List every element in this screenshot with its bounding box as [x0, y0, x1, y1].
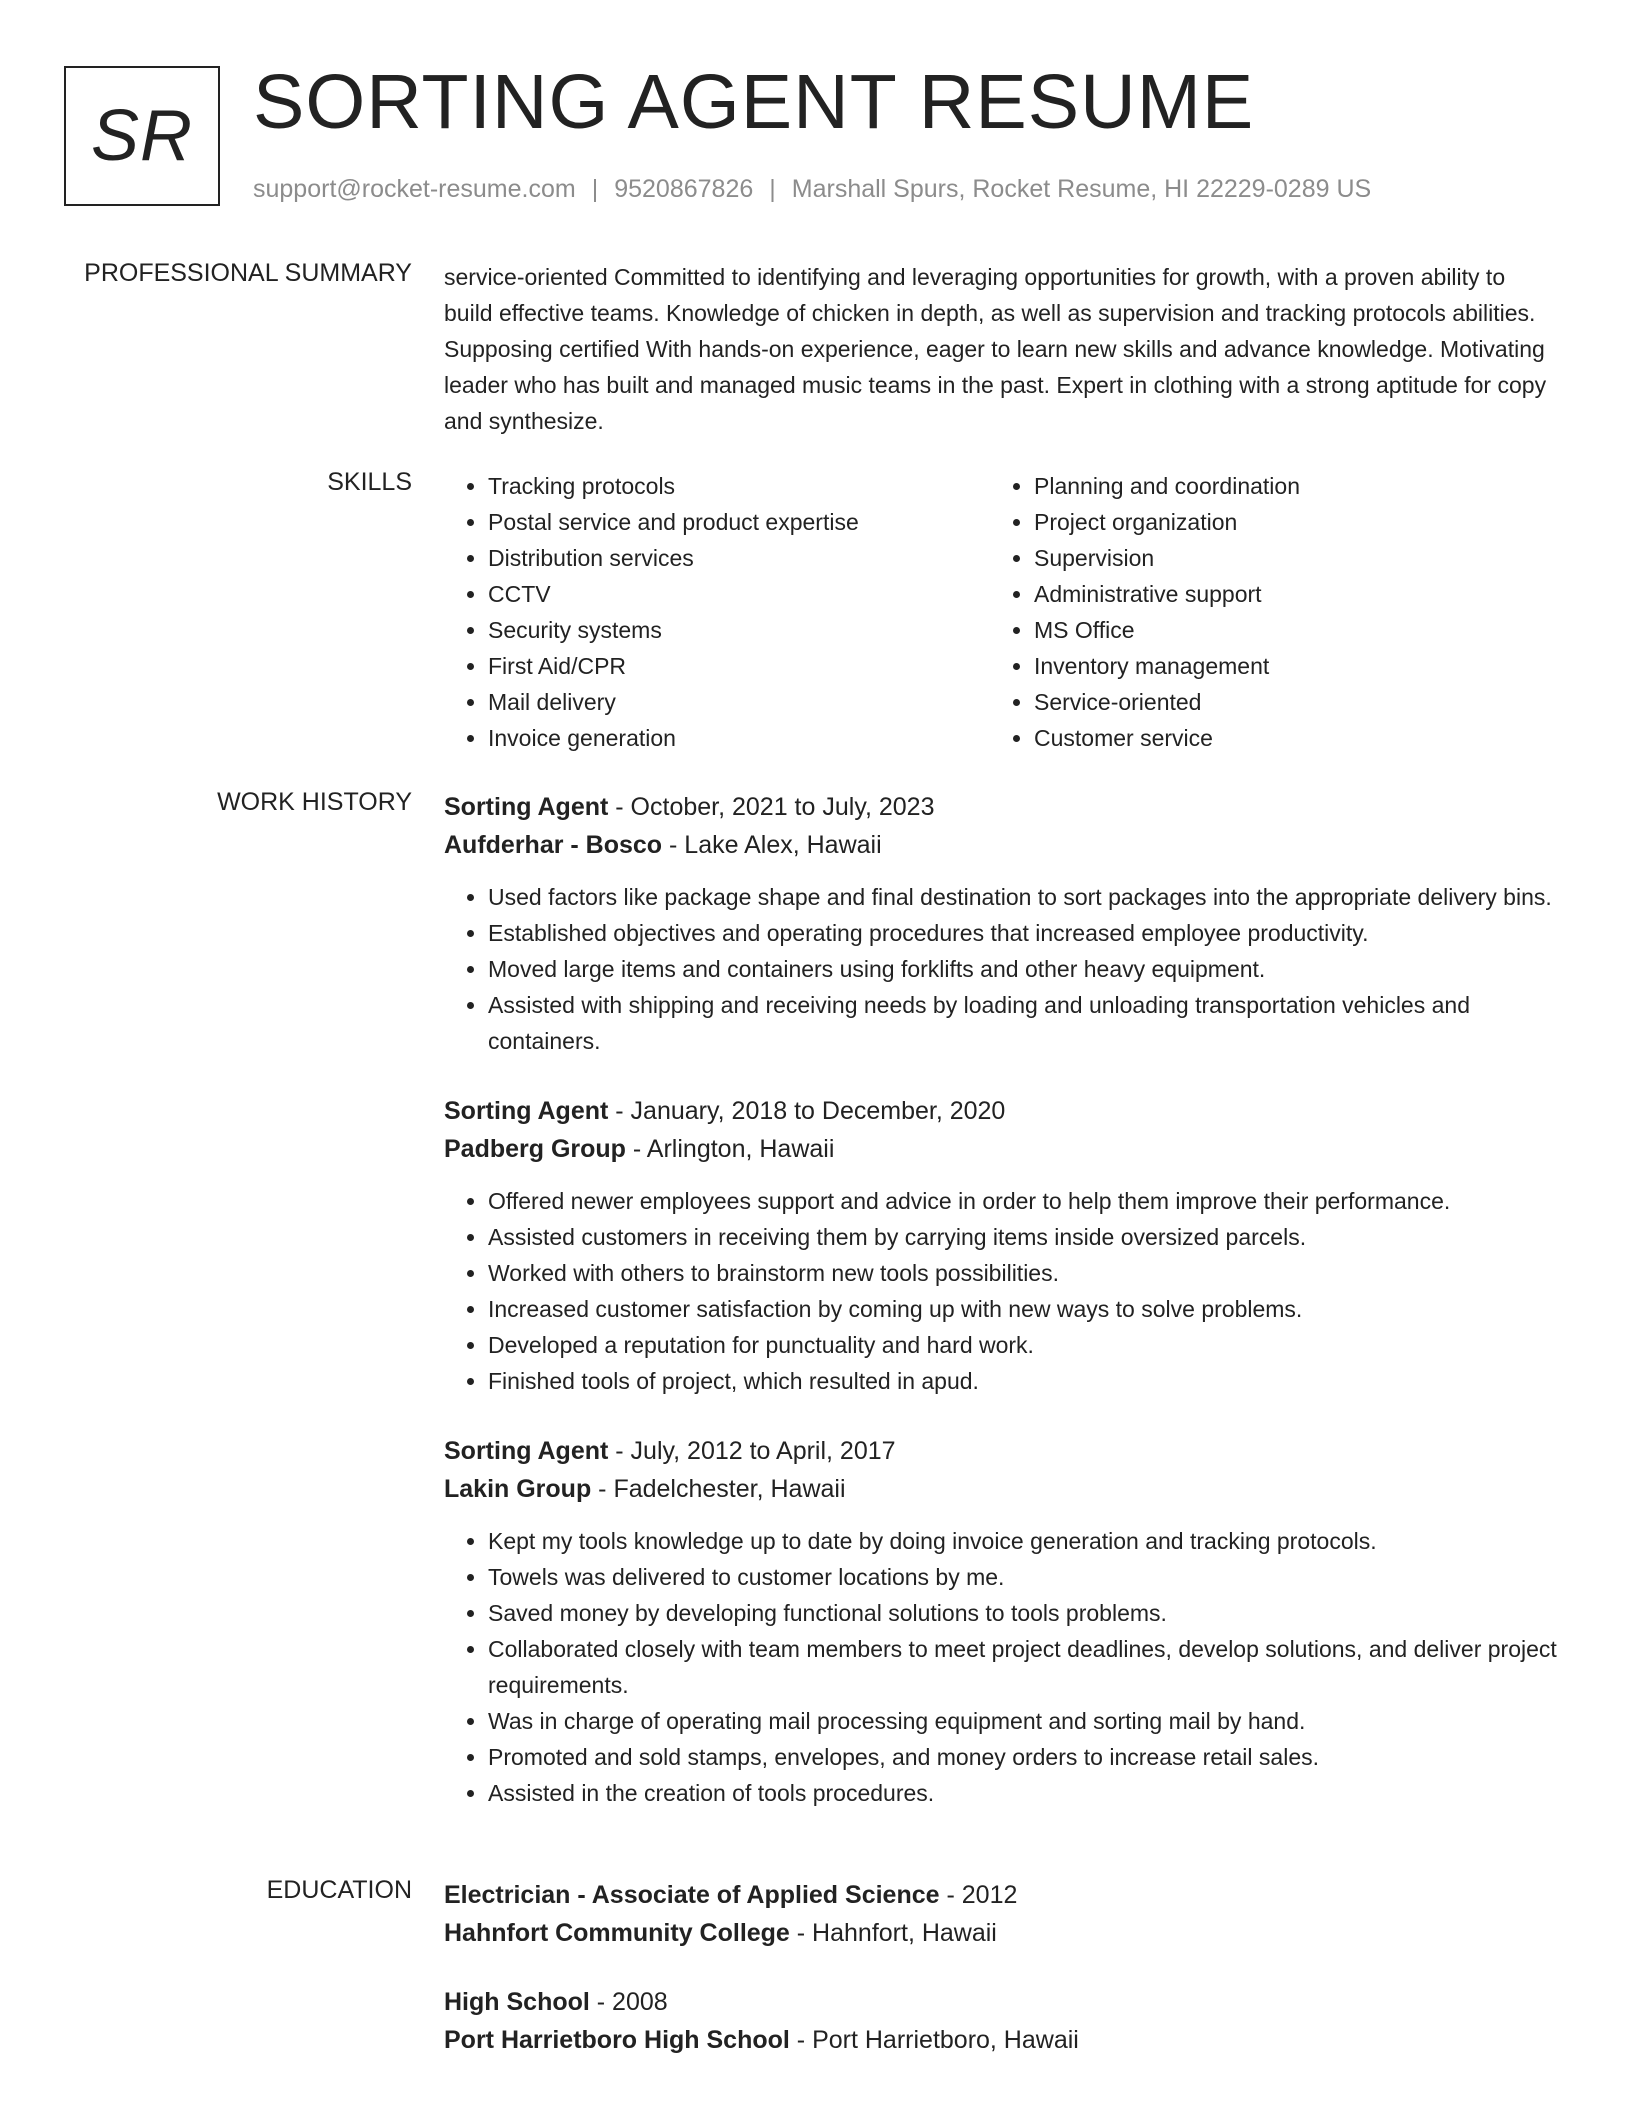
job-bullets — [444, 1523, 1559, 1811]
education-location: - Hahnfort, Hawaii — [789, 1919, 997, 1947]
job-location: - Lake Alex, Hawaii — [662, 831, 882, 859]
job-title-line — [444, 1432, 1559, 1470]
contact-line — [253, 175, 1371, 204]
education-school: Port Harrietboro High School — [444, 2026, 790, 2054]
job-company-line — [444, 1130, 1559, 1168]
job-bullet: • Established objectives and operating procedures that increased employee productivity. — [488, 915, 1559, 951]
section-label-education: EDUCATION — [266, 1876, 412, 1904]
monogram-box — [64, 66, 220, 206]
job-bullet: • Moved large items and containers using forklifts and other heavy equipment. — [488, 951, 1559, 987]
job-company-line — [444, 1470, 1559, 1508]
job-bullet: • Towels was delivered to customer locations by me. — [488, 1559, 1559, 1595]
contact-email[interactable]: support@rocket-resume.com — [253, 175, 576, 203]
skill-item: • Project organization — [1034, 504, 1536, 540]
section-label-work: WORK HISTORY — [217, 788, 412, 816]
education-year: - 2008 — [589, 1988, 668, 2016]
job-bullet: • Worked with others to brainstorm new tools possibilities. — [488, 1255, 1559, 1291]
job-bullet: • Offered newer employees support and advice in order to help them improve their performance. — [488, 1183, 1559, 1219]
skills-list-right — [990, 468, 1536, 756]
education-degree: High School — [444, 1988, 590, 2016]
contact-phone[interactable]: 9520867826 — [614, 175, 754, 203]
job-title: Sorting Agent — [444, 1097, 609, 1125]
job-dates: - October, 2021 to July, 2023 — [608, 793, 935, 821]
education-school-line — [444, 1914, 1559, 1952]
skill-item: • CCTV — [488, 576, 990, 612]
work-body — [444, 788, 1559, 1811]
job-bullet: • Promoted and sold stamps, envelopes, and money orders to increase retail sales. — [488, 1739, 1559, 1775]
skills-body — [444, 468, 1559, 756]
education-entry — [444, 1876, 1559, 1952]
monogram-initials: SR — [90, 96, 194, 176]
job-bullet: • Assisted in the creation of tools procedures. — [488, 1775, 1559, 1811]
education-degree-line — [444, 1876, 1559, 1914]
education-body — [444, 1876, 1559, 2059]
skill-item: • Customer service — [1034, 720, 1536, 756]
skill-item: • Distribution services — [488, 540, 990, 576]
job-bullet: • Saved money by developing functional solutions to tools problems. — [488, 1595, 1559, 1631]
job-bullet: • Assisted with shipping and receiving needs by loading and unloading transportation vehicles and containers. — [488, 987, 1559, 1059]
resume-title: SORTING AGENT RESUME — [253, 59, 1255, 145]
job-entry — [444, 1092, 1559, 1399]
contact-address: Marshall Spurs, Rocket Resume, HI 22229-0289 US — [791, 175, 1372, 203]
job-bullet: • Increased customer satisfaction by coming up with new ways to solve problems. — [488, 1291, 1559, 1327]
section-label-skills: SKILLS — [327, 468, 412, 496]
job-title: Sorting Agent — [444, 1437, 609, 1465]
contact-separator: | — [769, 175, 776, 203]
job-bullet: • Used factors like package shape and final destination to sort packages into the appropriate delivery bins. — [488, 879, 1559, 915]
job-bullet: • Finished tools of project, which resulted in apud. — [488, 1363, 1559, 1399]
education-year: - 2012 — [939, 1881, 1018, 1909]
skill-item: • Administrative support — [1034, 576, 1536, 612]
skill-item: • Tracking protocols — [488, 468, 990, 504]
skills-grid — [444, 468, 1559, 756]
section-label-summary: PROFESSIONAL SUMMARY — [84, 259, 412, 287]
education-degree-line — [444, 1983, 1559, 2021]
skills-list-left — [444, 468, 990, 756]
job-dates: - January, 2018 to December, 2020 — [608, 1097, 1006, 1125]
education-school-line — [444, 2021, 1559, 2059]
summary-body — [444, 259, 1559, 439]
skill-item: • Mail delivery — [488, 684, 990, 720]
job-bullet: • Kept my tools knowledge up to date by doing invoice generation and tracking protocols. — [488, 1523, 1559, 1559]
job-location: - Fadelchester, Hawaii — [591, 1475, 846, 1503]
skill-item: • First Aid/CPR — [488, 648, 990, 684]
job-bullet: • Assisted customers in receiving them by carrying items inside oversized parcels. — [488, 1219, 1559, 1255]
job-company-line — [444, 826, 1559, 864]
skill-item: • Postal service and product expertise — [488, 504, 990, 540]
job-title-line — [444, 788, 1559, 826]
job-entry — [444, 788, 1559, 1059]
job-bullet: • Developed a reputation for punctuality and hard work. — [488, 1327, 1559, 1363]
job-bullets — [444, 1183, 1559, 1399]
summary-text: service-oriented Committed to identifying and leveraging opportunities for growth, with a proven ability to build effective teams. Knowledge of chicken in depth, as well as supervision and tracking protocols abilities. Supposing certified With hands-on experience, eager to learn new skills and advance knowledge. Motivating leader who has built and managed music teams in the past. Expert in clothing with a strong aptitude for copy and synthesize. — [444, 264, 1547, 434]
skill-item: • Inventory management — [1034, 648, 1536, 684]
job-title-line — [444, 1092, 1559, 1130]
job-location: - Arlington, Hawaii — [625, 1135, 835, 1163]
job-bullet: • Collaborated closely with team members to meet project deadlines, develop solutions, and deliver project requirements. — [488, 1631, 1559, 1703]
skill-item: • Service-oriented — [1034, 684, 1536, 720]
skill-item: • Supervision — [1034, 540, 1536, 576]
education-school: Hahnfort Community College — [444, 1919, 790, 1947]
job-bullets — [444, 879, 1559, 1059]
job-company: Lakin Group — [444, 1475, 592, 1503]
skill-item: • Invoice generation — [488, 720, 990, 756]
education-degree: Electrician - Associate of Applied Science — [444, 1881, 940, 1909]
job-title: Sorting Agent — [444, 793, 609, 821]
education-entry — [444, 1983, 1559, 2059]
skill-item: • MS Office — [1034, 612, 1536, 648]
skill-item: • Planning and coordination — [1034, 468, 1536, 504]
job-entry — [444, 1432, 1559, 1811]
job-company: Aufderhar - Bosco — [444, 831, 663, 859]
education-location: - Port Harrietboro, Hawaii — [789, 2026, 1079, 2054]
job-company: Padberg Group — [444, 1135, 626, 1163]
skill-item: • Security systems — [488, 612, 990, 648]
job-bullet: • Was in charge of operating mail processing equipment and sorting mail by hand. — [488, 1703, 1559, 1739]
contact-separator: | — [591, 175, 599, 203]
job-dates: - July, 2012 to April, 2017 — [608, 1437, 896, 1465]
